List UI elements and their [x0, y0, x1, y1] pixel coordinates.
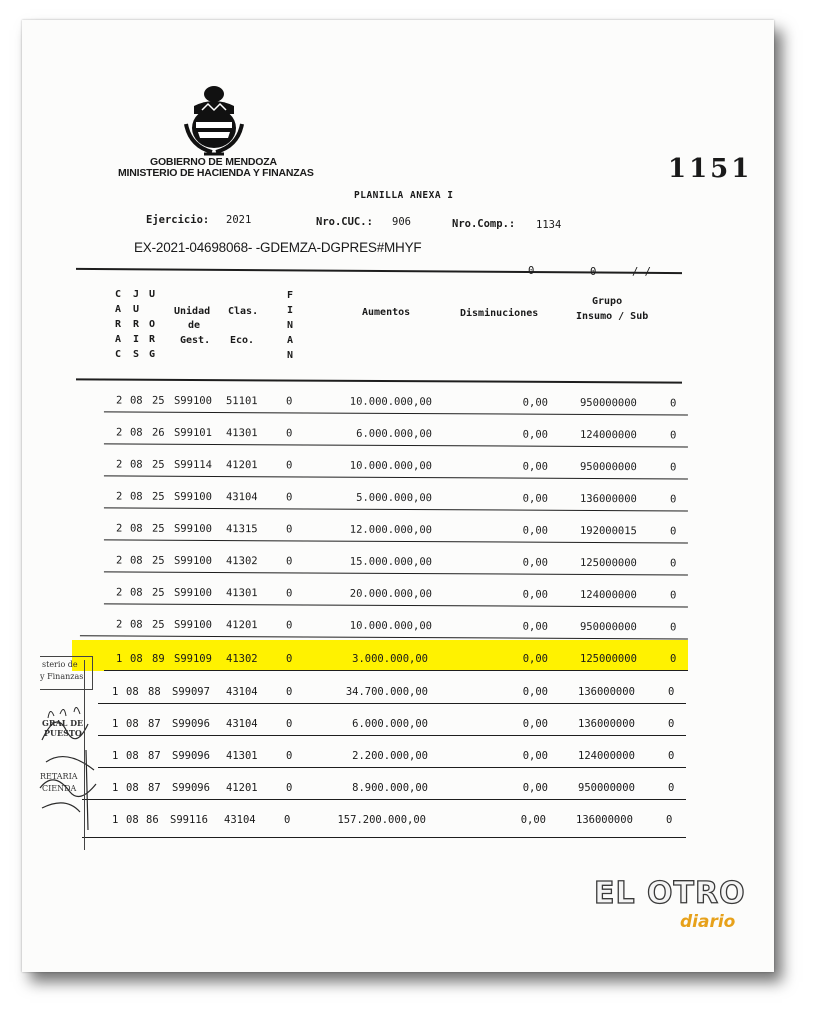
cell-aumentos: 2.200.000,00 — [352, 750, 428, 762]
watermark-brand: EL OTRO — [594, 876, 746, 911]
col-eco: Eco. — [230, 335, 255, 346]
cell-car: 2 — [115, 618, 123, 631]
cell-clas: 41201 — [226, 782, 258, 794]
cell-unidad: S99101 — [173, 426, 212, 439]
cell-car: 1 — [112, 750, 119, 762]
cell-unidad: S99100 — [173, 554, 212, 567]
table-row — [0, 710, 816, 736]
cell-clas: 43104 — [225, 491, 258, 504]
margin-line — [84, 660, 85, 850]
cell-unidad: S99109 — [174, 653, 212, 665]
cell-grupo: 950000000 — [579, 460, 637, 474]
cell-disminuciones: 0,00 — [520, 814, 546, 826]
cell-grupo: 125000000 — [580, 653, 637, 665]
cell-ug: 87 — [148, 782, 161, 794]
col-clas: Clas. — [228, 306, 259, 317]
cell-disminuciones: 0,00 — [522, 620, 549, 633]
cell-sub: 0 — [669, 621, 677, 634]
cell-jur: 08 — [129, 586, 143, 599]
cell-ug: 25 — [151, 586, 165, 599]
ministry-name: MINISTERIO DE HACIENDA Y FINANZAS — [118, 167, 314, 179]
cell-sub: 0 — [668, 718, 675, 730]
cell-fin: 0 — [286, 686, 293, 698]
cell-unidad: S99114 — [173, 458, 212, 471]
cell-grupo: 192000015 — [579, 524, 637, 538]
table-row — [0, 806, 816, 832]
row-rule — [82, 837, 686, 839]
cell-sub: 0 — [669, 525, 677, 538]
cell-clas: 41201 — [225, 459, 258, 472]
table-row — [0, 450, 816, 480]
cell-disminuciones: 0,00 — [522, 524, 549, 537]
cell-sub: 0 — [668, 750, 675, 762]
table-row — [0, 546, 816, 576]
cell-disminuciones: 0,00 — [522, 782, 548, 794]
cell-clas: 41201 — [225, 619, 258, 632]
cell-ug: 26 — [151, 426, 165, 439]
cell-unidad: S99100 — [173, 490, 212, 503]
table-row-highlighted — [0, 640, 816, 666]
cell-fin: 0 — [284, 814, 291, 826]
cell-jur: 08 — [130, 653, 143, 665]
cell-disminuciones: 0,00 — [522, 428, 549, 441]
cell-unidad: S99096 — [172, 718, 210, 730]
table-row — [0, 678, 816, 704]
cell-clas: 41315 — [225, 523, 258, 536]
cell-car: 2 — [115, 522, 123, 535]
cuc-label: Nro.CUC.: — [316, 216, 373, 228]
cell-ug: 89 — [152, 653, 165, 665]
cell-grupo: 136000000 — [579, 492, 637, 506]
stamp-line4: PUESTO — [44, 728, 82, 738]
row-rule — [98, 703, 686, 705]
cell-fin: 0 — [285, 523, 293, 536]
col-grupo: Grupo — [592, 296, 623, 307]
cell-car: 1 — [116, 653, 123, 665]
cell-fin: 0 — [285, 395, 293, 408]
cell-ug: 25 — [151, 490, 165, 503]
col-insumo-sub: Insumo / Sub — [576, 311, 649, 322]
cell-ug: 87 — [148, 718, 161, 730]
cell-aumentos: 6.000.000,00 — [356, 427, 433, 441]
cell-car: 2 — [115, 394, 123, 407]
cell-aumentos: 20.000.000,00 — [349, 587, 433, 601]
cell-car: 1 — [112, 686, 119, 698]
cell-grupo: 125000000 — [579, 556, 637, 570]
cell-aumentos: 12.000.000,00 — [349, 523, 433, 537]
cell-unidad: S99096 — [172, 782, 210, 794]
comp-value: 1134 — [536, 219, 562, 231]
cell-car: 2 — [115, 458, 123, 471]
stamp-line2: y Finanzas — [40, 672, 84, 681]
cell-disminuciones: 0,00 — [522, 556, 549, 569]
cell-jur: 08 — [126, 750, 139, 762]
cell-ug: 25 — [151, 394, 165, 407]
cell-grupo: 124000000 — [579, 588, 637, 602]
cell-disminuciones: 0,00 — [522, 460, 549, 473]
cell-grupo: 950000000 — [578, 782, 635, 794]
cell-jur: 08 — [129, 394, 143, 407]
coat-of-arms-icon — [182, 84, 246, 160]
col-car: C A R A C — [114, 289, 122, 360]
cell-jur: 08 — [129, 618, 143, 631]
cell-jur: 08 — [126, 814, 139, 826]
cell-fin: 0 — [285, 555, 293, 568]
table-row — [0, 610, 816, 640]
col-disminuciones: Disminuciones — [460, 308, 539, 319]
cell-grupo: 950000000 — [579, 396, 637, 410]
cell-grupo: 136000000 — [576, 814, 633, 826]
cell-unidad: S99116 — [170, 814, 208, 826]
row-rule — [82, 799, 686, 801]
cell-sub: 0 — [668, 782, 675, 794]
cell-fin: 0 — [286, 653, 293, 665]
cell-sub: 0 — [669, 557, 677, 570]
cell-aumentos: 157.200.000,00 — [337, 814, 426, 826]
cell-fin: 0 — [285, 491, 293, 504]
cell-ug: 87 — [148, 750, 161, 762]
cell-disminuciones: 0,00 — [522, 718, 548, 730]
cell-grupo: 124000000 — [578, 750, 635, 762]
cell-car: 2 — [115, 586, 123, 599]
page-number: 1151 — [668, 154, 753, 184]
cell-unidad: S99100 — [173, 618, 212, 631]
col-ug: U O R G — [148, 289, 156, 360]
government-name: GOBIERNO DE MENDOZA — [150, 156, 277, 168]
table-row — [0, 386, 816, 416]
table-row — [0, 578, 816, 608]
col-jur: J U R I S — [132, 289, 140, 360]
signature-scribble-icon — [36, 700, 106, 840]
cell-fin: 0 — [286, 718, 293, 730]
cell-sub: 0 — [669, 397, 677, 410]
cell-ug: 88 — [148, 686, 161, 698]
cell-clas: 43104 — [226, 686, 258, 698]
cell-car: 1 — [112, 782, 119, 794]
cell-fin: 0 — [285, 587, 293, 600]
cell-sub: 0 — [668, 686, 675, 698]
cell-ug: 25 — [151, 554, 165, 567]
table-row — [0, 514, 816, 544]
cuc-value: 906 — [392, 216, 411, 228]
cell-jur: 08 — [129, 522, 143, 535]
cell-car: 1 — [112, 814, 119, 826]
cell-clas: 51101 — [225, 395, 258, 408]
cell-fin: 0 — [286, 750, 293, 762]
cell-sub: 0 — [666, 814, 673, 826]
stamp-line5: RETARIA — [40, 772, 78, 781]
table-row — [0, 418, 816, 448]
cell-fin: 0 — [285, 459, 293, 472]
cell-jur: 08 — [126, 686, 139, 698]
cell-unidad: S99100 — [173, 394, 212, 407]
row-rule — [104, 670, 688, 672]
stamp-line6: CIENDA — [42, 784, 77, 793]
cell-fin: 0 — [285, 619, 293, 632]
cell-aumentos: 10.000.000,00 — [349, 619, 433, 633]
cell-jur: 08 — [126, 718, 139, 730]
cell-sub: 0 — [669, 461, 677, 474]
cell-car: 1 — [112, 718, 119, 730]
cell-jur: 08 — [126, 782, 139, 794]
ejercicio-label: Ejercicio: — [146, 214, 210, 226]
cell-aumentos: 6.000.000,00 — [352, 718, 428, 730]
cell-clas: 43104 — [226, 718, 258, 730]
cell-disminuciones: 0,00 — [522, 396, 549, 409]
cell-clas: 41301 — [225, 427, 258, 440]
stamp-line3: GRAL DE — [42, 718, 84, 728]
cell-disminuciones: 0,00 — [522, 492, 549, 505]
page-title: PLANILLA ANEXA I — [354, 190, 454, 201]
watermark-sub: diario — [680, 912, 736, 932]
col-gest: Gest. — [180, 335, 211, 346]
cell-disminuciones: 0,00 — [522, 588, 549, 601]
col-de: de — [188, 320, 201, 331]
cell-ug: 86 — [146, 814, 159, 826]
cell-sub: 0 — [669, 493, 677, 506]
cell-car: 2 — [115, 554, 123, 567]
cell-jur: 08 — [129, 554, 143, 567]
cell-clas: 43104 — [224, 814, 256, 826]
cell-sub: 0 — [669, 429, 677, 442]
cell-sub: 0 — [669, 589, 677, 602]
table-row — [0, 774, 816, 800]
table-row — [0, 482, 816, 512]
col-fin: F I N A N — [286, 290, 294, 361]
cell-ug: 25 — [151, 458, 165, 471]
cell-grupo: 950000000 — [579, 620, 637, 634]
col-unidad: Unidad — [174, 306, 211, 317]
ejercicio-value: 2021 — [226, 214, 252, 226]
cell-jur: 08 — [129, 490, 143, 503]
cell-fin: 0 — [285, 427, 293, 440]
cell-unidad: S99100 — [173, 586, 212, 599]
cell-aumentos: 8.900.000,00 — [352, 782, 428, 794]
cell-aumentos: 5.000.000,00 — [356, 491, 433, 505]
cell-aumentos: 34.700.000,00 — [345, 686, 428, 698]
cell-grupo: 136000000 — [578, 686, 635, 698]
cell-aumentos: 10.000.000,00 — [349, 459, 433, 473]
cell-clas: 41301 — [225, 587, 258, 600]
cell-jur: 08 — [129, 458, 143, 471]
cell-jur: 08 — [129, 426, 143, 439]
cell-disminuciones: 0,00 — [522, 750, 548, 762]
cell-clas: 41301 — [226, 750, 258, 762]
cell-grupo: 124000000 — [579, 428, 637, 442]
cell-grupo: 136000000 — [578, 718, 635, 730]
cell-unidad: S99097 — [172, 686, 210, 698]
cell-ug: 25 — [151, 522, 165, 535]
cell-clas: 41302 — [226, 653, 258, 665]
cell-unidad: S99096 — [172, 750, 210, 762]
cell-disminuciones: 0,00 — [522, 653, 548, 665]
cell-ug: 25 — [151, 618, 165, 631]
cell-sub: 0 — [670, 653, 677, 665]
cell-car: 2 — [115, 490, 123, 503]
cell-unidad: S99100 — [173, 522, 212, 535]
row-rule — [98, 735, 686, 737]
stamp-line1: sterio de — [42, 660, 78, 669]
cell-disminuciones: 0,00 — [522, 686, 548, 698]
cell-clas: 41302 — [225, 555, 258, 568]
cell-aumentos: 10.000.000,00 — [349, 395, 433, 409]
row-rule — [98, 767, 686, 769]
cell-car: 2 — [115, 426, 123, 439]
table-row — [0, 742, 816, 768]
comp-label: Nro.Comp.: — [452, 218, 516, 230]
cell-aumentos: 3.000.000,00 — [352, 653, 428, 665]
cell-fin: 0 — [286, 782, 293, 794]
expediente-number: EX-2021-04698068- -GDEMZA-DGPRES#MHYF — [134, 240, 422, 255]
cell-aumentos: 15.000.000,00 — [349, 555, 433, 569]
col-aumentos: Aumentos — [362, 307, 411, 318]
